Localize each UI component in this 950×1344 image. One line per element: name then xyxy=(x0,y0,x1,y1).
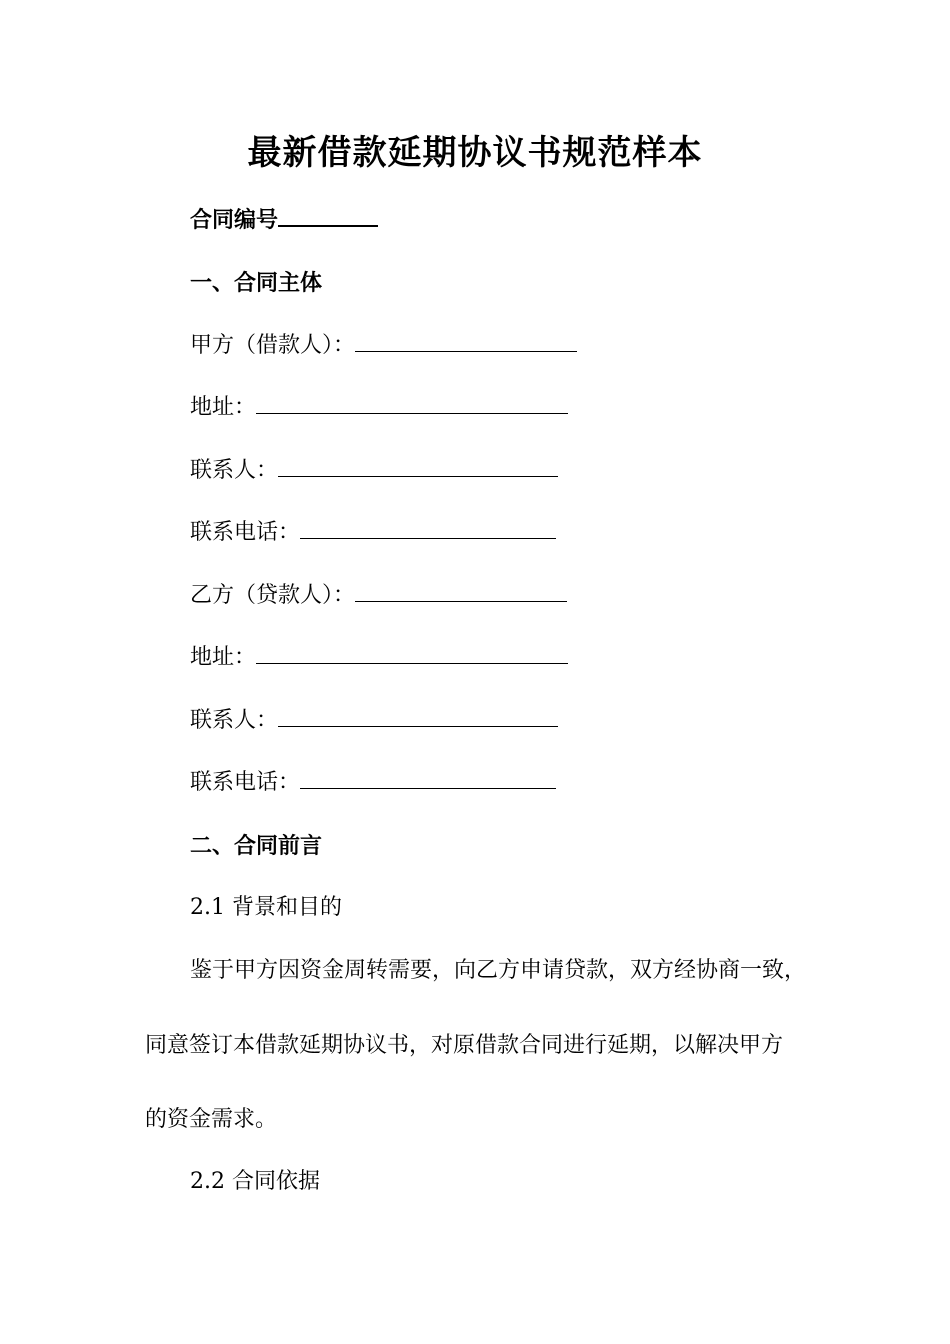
document-title: 最新借款延期协议书规范样本 xyxy=(247,133,703,173)
party-a-row xyxy=(190,331,577,361)
subsection-2-1: 2.1 背景和目的 xyxy=(190,895,342,920)
subsection-2-2: 2.2 合同依据 xyxy=(190,1169,320,1194)
party-b-contact-blank xyxy=(278,708,558,727)
party-b-phone-row xyxy=(190,768,556,798)
party-a-address-row xyxy=(190,393,568,423)
party-a-contact-label: 联系人： xyxy=(190,458,279,483)
party-b-address-row xyxy=(190,643,568,673)
party-a-phone-label: 联系电话： xyxy=(190,520,301,545)
paragraph-line-2: 同意签订本借款延期协议书，对原借款合同进行延期，以解决甲方 xyxy=(145,1033,784,1058)
party-b-phone-label: 联系电话： xyxy=(190,770,301,795)
party-a-contact-blank xyxy=(278,458,558,477)
party-b-phone-blank xyxy=(300,770,556,789)
party-a-label: 甲方（借款人）： xyxy=(190,333,356,358)
party-a-contact-row xyxy=(190,456,558,486)
paragraph-line-1: 鉴于甲方因资金周转需要，向乙方申请贷款，双方经协商一致， xyxy=(190,958,807,983)
party-a-address-label: 地址： xyxy=(190,395,257,420)
contract-number-blank xyxy=(278,207,378,227)
party-b-address-label: 地址： xyxy=(190,645,257,670)
section1-heading: 一、合同主体 xyxy=(190,270,323,296)
party-b-contact-label: 联系人： xyxy=(190,708,279,733)
contract-number-label: 合同编号 xyxy=(190,207,279,233)
party-a-phone-row xyxy=(190,518,556,548)
party-b-row xyxy=(190,581,567,611)
contract-number-row xyxy=(190,205,378,235)
party-a-address-blank xyxy=(256,395,568,414)
party-b-blank xyxy=(355,583,567,602)
paragraph-line-3: 的资金需求。 xyxy=(145,1107,278,1132)
section2-heading: 二、合同前言 xyxy=(190,833,323,859)
party-a-phone-blank xyxy=(300,520,556,539)
party-b-contact-row xyxy=(190,706,558,736)
party-b-label: 乙方（贷款人）： xyxy=(190,583,356,608)
party-a-blank xyxy=(355,333,577,352)
party-b-address-blank xyxy=(256,645,568,664)
